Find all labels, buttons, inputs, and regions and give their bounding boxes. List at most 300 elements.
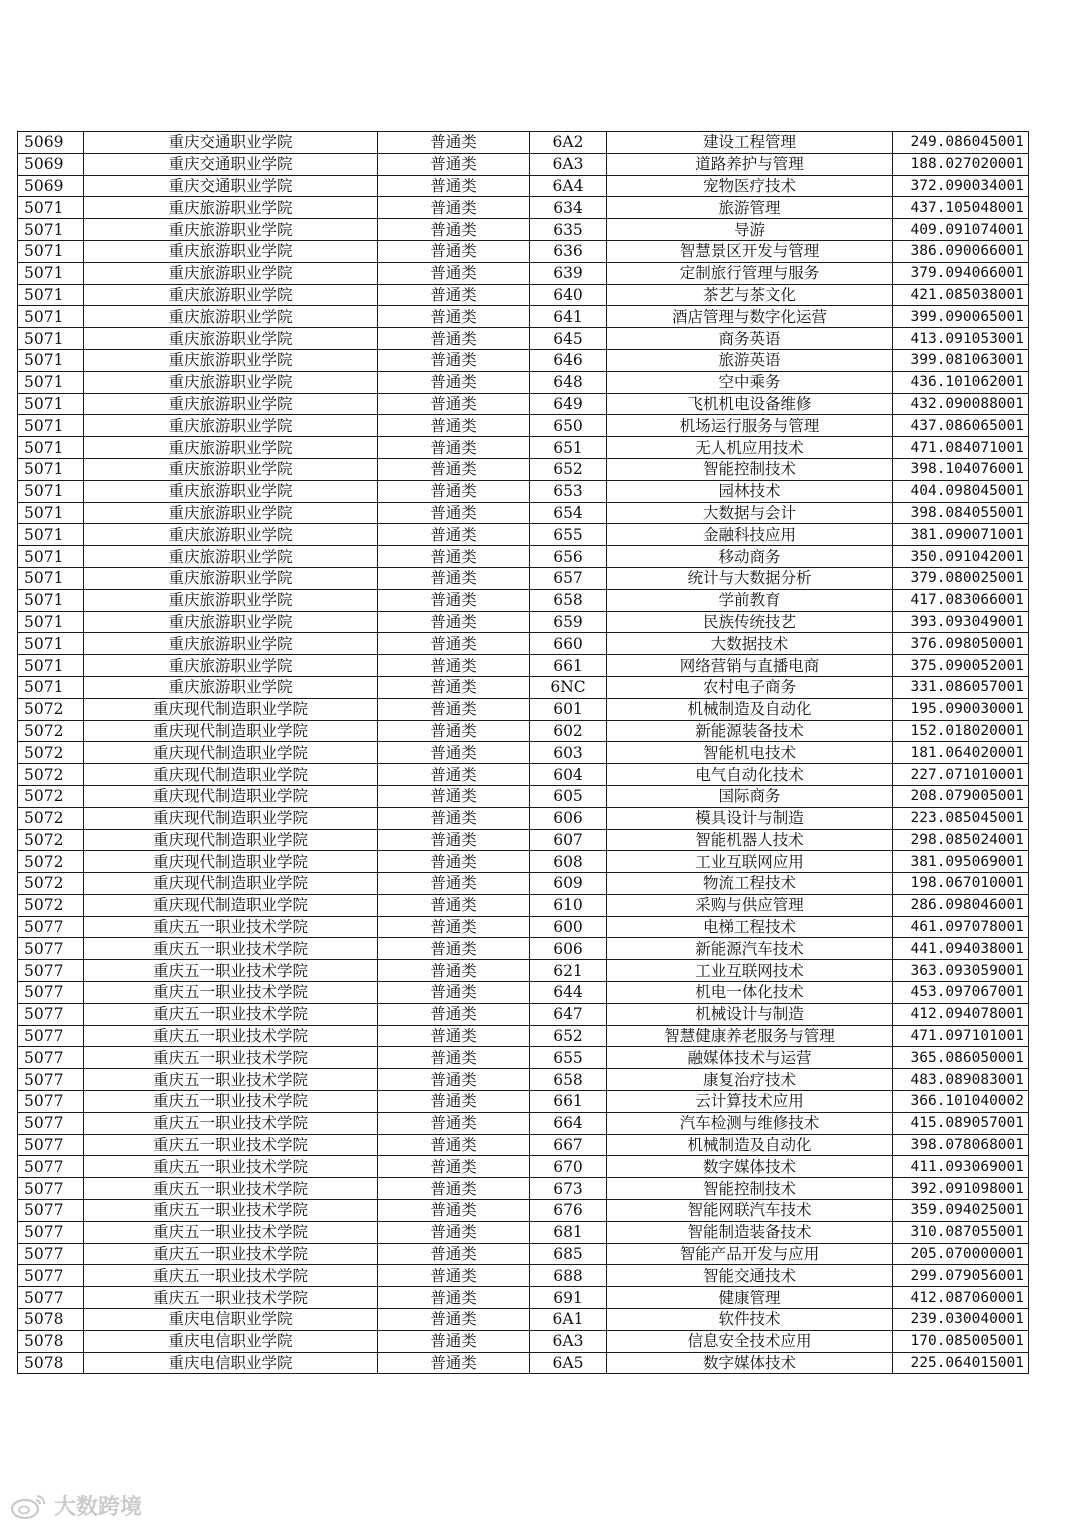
table-row bbox=[18, 785, 1029, 807]
major-code-cell: 600 bbox=[530, 916, 607, 938]
watermark bbox=[10, 1490, 142, 1521]
major-name-cell: 康复治疗技术 bbox=[607, 1069, 893, 1091]
school-name-cell: 重庆现代制造职业学院 bbox=[84, 742, 378, 764]
table-row bbox=[18, 764, 1029, 786]
school-name-cell: 重庆旅游职业学院 bbox=[84, 589, 378, 611]
school-code-cell: 5077 bbox=[18, 1200, 84, 1222]
school-name-cell: 重庆五一职业技术学院 bbox=[84, 1178, 378, 1200]
school-name-cell: 重庆交通职业学院 bbox=[84, 132, 378, 154]
major-name-cell: 软件技术 bbox=[607, 1309, 893, 1331]
category-cell: 普通类 bbox=[378, 219, 530, 241]
major-name-cell: 农村电子商务 bbox=[607, 676, 893, 698]
score-cell: 223.085045001 bbox=[893, 807, 1029, 829]
table-row bbox=[18, 349, 1029, 371]
category-cell: 普通类 bbox=[378, 742, 530, 764]
school-code-cell: 5071 bbox=[18, 415, 84, 437]
major-code-cell: 661 bbox=[530, 1091, 607, 1113]
category-cell: 普通类 bbox=[378, 938, 530, 960]
major-code-cell: 641 bbox=[530, 306, 607, 328]
major-name-cell: 大数据技术 bbox=[607, 633, 893, 655]
school-code-cell: 5077 bbox=[18, 1156, 84, 1178]
category-cell: 普通类 bbox=[378, 437, 530, 459]
school-name-cell: 重庆现代制造职业学院 bbox=[84, 894, 378, 916]
school-name-cell: 重庆五一职业技术学院 bbox=[84, 1091, 378, 1113]
school-name-cell: 重庆五一职业技术学院 bbox=[84, 1221, 378, 1243]
major-name-cell: 工业互联网应用 bbox=[607, 851, 893, 873]
school-name-cell: 重庆旅游职业学院 bbox=[84, 393, 378, 415]
score-cell: 366.101040002 bbox=[893, 1091, 1029, 1113]
category-cell: 普通类 bbox=[378, 1221, 530, 1243]
major-name-cell: 网络营销与直播电商 bbox=[607, 655, 893, 677]
school-code-cell: 5069 bbox=[18, 132, 84, 154]
school-code-cell: 5071 bbox=[18, 197, 84, 219]
table-row bbox=[18, 1134, 1029, 1156]
score-cell: 471.097101001 bbox=[893, 1025, 1029, 1047]
major-code-cell: 6A1 bbox=[530, 1309, 607, 1331]
major-name-cell: 新能源装备技术 bbox=[607, 720, 893, 742]
category-cell: 普通类 bbox=[378, 262, 530, 284]
major-code-cell: 661 bbox=[530, 655, 607, 677]
major-code-cell: 673 bbox=[530, 1178, 607, 1200]
school-name-cell: 重庆五一职业技术学院 bbox=[84, 1265, 378, 1287]
score-cell: 399.081063001 bbox=[893, 349, 1029, 371]
major-name-cell: 建设工程管理 bbox=[607, 132, 893, 154]
major-code-cell: 652 bbox=[530, 1025, 607, 1047]
major-name-cell: 智慧健康养老服务与管理 bbox=[607, 1025, 893, 1047]
major-code-cell: 656 bbox=[530, 546, 607, 568]
school-name-cell: 重庆电信职业学院 bbox=[84, 1352, 378, 1374]
table-row bbox=[18, 916, 1029, 938]
category-cell: 普通类 bbox=[378, 764, 530, 786]
score-cell: 181.064020001 bbox=[893, 742, 1029, 764]
school-name-cell: 重庆五一职业技术学院 bbox=[84, 1003, 378, 1025]
major-name-cell: 空中乘务 bbox=[607, 371, 893, 393]
score-cell: 227.071010001 bbox=[893, 764, 1029, 786]
school-name-cell: 重庆五一职业技术学院 bbox=[84, 1134, 378, 1156]
table-row bbox=[18, 655, 1029, 677]
score-cell: 249.086045001 bbox=[893, 132, 1029, 154]
category-cell: 普通类 bbox=[378, 1091, 530, 1113]
admission-table bbox=[17, 131, 1029, 1374]
score-cell: 421.085038001 bbox=[893, 284, 1029, 306]
major-name-cell: 融媒体技术与运营 bbox=[607, 1047, 893, 1069]
school-code-cell: 5077 bbox=[18, 1047, 84, 1069]
school-code-cell: 5078 bbox=[18, 1330, 84, 1352]
category-cell: 普通类 bbox=[378, 1069, 530, 1091]
category-cell: 普通类 bbox=[378, 720, 530, 742]
major-name-cell: 机械制造及自动化 bbox=[607, 698, 893, 720]
school-name-cell: 重庆旅游职业学院 bbox=[84, 546, 378, 568]
school-code-cell: 5078 bbox=[18, 1352, 84, 1374]
major-code-cell: 601 bbox=[530, 698, 607, 720]
school-name-cell: 重庆五一职业技术学院 bbox=[84, 916, 378, 938]
school-code-cell: 5077 bbox=[18, 1091, 84, 1113]
major-name-cell: 信息安全技术应用 bbox=[607, 1330, 893, 1352]
score-cell: 393.093049001 bbox=[893, 611, 1029, 633]
category-cell: 普通类 bbox=[378, 960, 530, 982]
school-name-cell: 重庆交通职业学院 bbox=[84, 175, 378, 197]
school-name-cell: 重庆现代制造职业学院 bbox=[84, 698, 378, 720]
category-cell: 普通类 bbox=[378, 589, 530, 611]
score-cell: 310.087055001 bbox=[893, 1221, 1029, 1243]
major-code-cell: 603 bbox=[530, 742, 607, 764]
table-row bbox=[18, 306, 1029, 328]
major-name-cell: 学前教育 bbox=[607, 589, 893, 611]
category-cell: 普通类 bbox=[378, 982, 530, 1004]
score-cell: 350.091042001 bbox=[893, 546, 1029, 568]
major-name-cell: 旅游管理 bbox=[607, 197, 893, 219]
category-cell: 普通类 bbox=[378, 1265, 530, 1287]
major-name-cell: 汽车检测与维修技术 bbox=[607, 1112, 893, 1134]
category-cell: 普通类 bbox=[378, 829, 530, 851]
school-name-cell: 重庆现代制造职业学院 bbox=[84, 873, 378, 895]
major-code-cell: 6A3 bbox=[530, 153, 607, 175]
table-row bbox=[18, 1091, 1029, 1113]
category-cell: 普通类 bbox=[378, 676, 530, 698]
school-name-cell: 重庆五一职业技术学院 bbox=[84, 938, 378, 960]
school-name-cell: 重庆旅游职业学院 bbox=[84, 676, 378, 698]
school-code-cell: 5077 bbox=[18, 1243, 84, 1265]
school-name-cell: 重庆旅游职业学院 bbox=[84, 437, 378, 459]
score-cell: 413.091053001 bbox=[893, 328, 1029, 350]
table-row bbox=[18, 458, 1029, 480]
school-code-cell: 5077 bbox=[18, 1221, 84, 1243]
table-row bbox=[18, 240, 1029, 262]
table-row bbox=[18, 1069, 1029, 1091]
category-cell: 普通类 bbox=[378, 1178, 530, 1200]
category-cell: 普通类 bbox=[378, 1134, 530, 1156]
score-cell: 386.090066001 bbox=[893, 240, 1029, 262]
major-code-cell: 685 bbox=[530, 1243, 607, 1265]
score-cell: 411.093069001 bbox=[893, 1156, 1029, 1178]
major-name-cell: 智能机电技术 bbox=[607, 742, 893, 764]
score-cell: 398.104076001 bbox=[893, 458, 1029, 480]
table-row bbox=[18, 1047, 1029, 1069]
school-name-cell: 重庆旅游职业学院 bbox=[84, 633, 378, 655]
major-code-cell: 621 bbox=[530, 960, 607, 982]
table-row bbox=[18, 1156, 1029, 1178]
category-cell: 普通类 bbox=[378, 306, 530, 328]
table-row bbox=[18, 546, 1029, 568]
category-cell: 普通类 bbox=[378, 371, 530, 393]
table-row bbox=[18, 1243, 1029, 1265]
score-cell: 239.030040001 bbox=[893, 1309, 1029, 1331]
school-code-cell: 5072 bbox=[18, 698, 84, 720]
category-cell: 普通类 bbox=[378, 698, 530, 720]
school-code-cell: 5069 bbox=[18, 153, 84, 175]
major-code-cell: 648 bbox=[530, 371, 607, 393]
score-cell: 392.091098001 bbox=[893, 1178, 1029, 1200]
school-code-cell: 5077 bbox=[18, 1112, 84, 1134]
school-code-cell: 5077 bbox=[18, 982, 84, 1004]
major-code-cell: 645 bbox=[530, 328, 607, 350]
category-cell: 普通类 bbox=[378, 1003, 530, 1025]
category-cell: 普通类 bbox=[378, 851, 530, 873]
score-cell: 432.090088001 bbox=[893, 393, 1029, 415]
school-name-cell: 重庆五一职业技术学院 bbox=[84, 1069, 378, 1091]
school-name-cell: 重庆旅游职业学院 bbox=[84, 371, 378, 393]
school-name-cell: 重庆旅游职业学院 bbox=[84, 655, 378, 677]
score-cell: 417.083066001 bbox=[893, 589, 1029, 611]
category-cell: 普通类 bbox=[378, 132, 530, 154]
weibo-logo-icon bbox=[10, 1492, 48, 1520]
school-name-cell: 重庆五一职业技术学院 bbox=[84, 1156, 378, 1178]
score-cell: 372.090034001 bbox=[893, 175, 1029, 197]
school-name-cell: 重庆旅游职业学院 bbox=[84, 219, 378, 241]
school-name-cell: 重庆五一职业技术学院 bbox=[84, 1200, 378, 1222]
major-name-cell: 定制旅行管理与服务 bbox=[607, 262, 893, 284]
major-code-cell: 676 bbox=[530, 1200, 607, 1222]
major-code-cell: 660 bbox=[530, 633, 607, 655]
major-code-cell: 607 bbox=[530, 829, 607, 851]
major-name-cell: 健康管理 bbox=[607, 1287, 893, 1309]
school-code-cell: 5071 bbox=[18, 611, 84, 633]
school-name-cell: 重庆现代制造职业学院 bbox=[84, 851, 378, 873]
table-row bbox=[18, 1265, 1029, 1287]
major-code-cell: 606 bbox=[530, 807, 607, 829]
category-cell: 普通类 bbox=[378, 284, 530, 306]
major-name-cell: 模具设计与制造 bbox=[607, 807, 893, 829]
major-code-cell: 653 bbox=[530, 480, 607, 502]
score-cell: 376.098050001 bbox=[893, 633, 1029, 655]
school-code-cell: 5071 bbox=[18, 437, 84, 459]
score-cell: 441.094038001 bbox=[893, 938, 1029, 960]
category-cell: 普通类 bbox=[378, 240, 530, 262]
school-code-cell: 5071 bbox=[18, 546, 84, 568]
score-cell: 363.093059001 bbox=[893, 960, 1029, 982]
major-name-cell: 智能产品开发与应用 bbox=[607, 1243, 893, 1265]
school-name-cell: 重庆现代制造职业学院 bbox=[84, 720, 378, 742]
category-cell: 普通类 bbox=[378, 655, 530, 677]
category-cell: 普通类 bbox=[378, 1330, 530, 1352]
table-row bbox=[18, 415, 1029, 437]
table-row bbox=[18, 829, 1029, 851]
major-name-cell: 统计与大数据分析 bbox=[607, 567, 893, 589]
school-name-cell: 重庆五一职业技术学院 bbox=[84, 1112, 378, 1134]
major-code-cell: 609 bbox=[530, 873, 607, 895]
table-row bbox=[18, 698, 1029, 720]
school-name-cell: 重庆五一职业技术学院 bbox=[84, 1243, 378, 1265]
major-code-cell: 688 bbox=[530, 1265, 607, 1287]
major-code-cell: 654 bbox=[530, 502, 607, 524]
major-name-cell: 数字媒体技术 bbox=[607, 1156, 893, 1178]
category-cell: 普通类 bbox=[378, 567, 530, 589]
major-name-cell: 智能控制技术 bbox=[607, 1178, 893, 1200]
category-cell: 普通类 bbox=[378, 1112, 530, 1134]
school-name-cell: 重庆交通职业学院 bbox=[84, 153, 378, 175]
table-row bbox=[18, 524, 1029, 546]
school-name-cell: 重庆五一职业技术学院 bbox=[84, 960, 378, 982]
score-cell: 170.085005001 bbox=[893, 1330, 1029, 1352]
table-row bbox=[18, 1025, 1029, 1047]
school-code-cell: 5071 bbox=[18, 589, 84, 611]
school-name-cell: 重庆现代制造职业学院 bbox=[84, 829, 378, 851]
major-code-cell: 6A2 bbox=[530, 132, 607, 154]
score-cell: 415.089057001 bbox=[893, 1112, 1029, 1134]
score-cell: 198.067010001 bbox=[893, 873, 1029, 895]
school-code-cell: 5071 bbox=[18, 328, 84, 350]
major-name-cell: 旅游英语 bbox=[607, 349, 893, 371]
school-code-cell: 5072 bbox=[18, 785, 84, 807]
major-code-cell: 6NC bbox=[530, 676, 607, 698]
major-code-cell: 691 bbox=[530, 1287, 607, 1309]
major-name-cell: 物流工程技术 bbox=[607, 873, 893, 895]
table-row bbox=[18, 851, 1029, 873]
table-row bbox=[18, 437, 1029, 459]
score-cell: 437.086065001 bbox=[893, 415, 1029, 437]
score-cell: 453.097067001 bbox=[893, 982, 1029, 1004]
major-code-cell: 6A5 bbox=[530, 1352, 607, 1374]
major-code-cell: 605 bbox=[530, 785, 607, 807]
major-code-cell: 667 bbox=[530, 1134, 607, 1156]
score-cell: 379.080025001 bbox=[893, 567, 1029, 589]
table-row bbox=[18, 502, 1029, 524]
school-code-cell: 5072 bbox=[18, 829, 84, 851]
school-code-cell: 5071 bbox=[18, 240, 84, 262]
school-code-cell: 5072 bbox=[18, 807, 84, 829]
table-row bbox=[18, 197, 1029, 219]
major-code-cell: 659 bbox=[530, 611, 607, 633]
school-code-cell: 5072 bbox=[18, 764, 84, 786]
school-code-cell: 5071 bbox=[18, 306, 84, 328]
score-cell: 299.079056001 bbox=[893, 1265, 1029, 1287]
category-cell: 普通类 bbox=[378, 458, 530, 480]
category-cell: 普通类 bbox=[378, 546, 530, 568]
school-code-cell: 5071 bbox=[18, 480, 84, 502]
major-code-cell: 651 bbox=[530, 437, 607, 459]
school-name-cell: 重庆旅游职业学院 bbox=[84, 306, 378, 328]
table-row bbox=[18, 284, 1029, 306]
major-name-cell: 数字媒体技术 bbox=[607, 1352, 893, 1374]
table-row bbox=[18, 1287, 1029, 1309]
watermark-text: 大数跨境 bbox=[54, 1495, 143, 1520]
major-name-cell: 智能控制技术 bbox=[607, 458, 893, 480]
category-cell: 普通类 bbox=[378, 393, 530, 415]
major-name-cell: 机场运行服务与管理 bbox=[607, 415, 893, 437]
table-row bbox=[18, 1221, 1029, 1243]
school-name-cell: 重庆旅游职业学院 bbox=[84, 567, 378, 589]
category-cell: 普通类 bbox=[378, 807, 530, 829]
major-code-cell: 664 bbox=[530, 1112, 607, 1134]
major-name-cell: 智慧景区开发与管理 bbox=[607, 240, 893, 262]
score-cell: 398.084055001 bbox=[893, 502, 1029, 524]
major-code-cell: 644 bbox=[530, 982, 607, 1004]
category-cell: 普通类 bbox=[378, 328, 530, 350]
category-cell: 普通类 bbox=[378, 873, 530, 895]
table-row bbox=[18, 132, 1029, 154]
score-cell: 379.094066001 bbox=[893, 262, 1029, 284]
major-name-cell: 机械制造及自动化 bbox=[607, 1134, 893, 1156]
major-name-cell: 金融科技应用 bbox=[607, 524, 893, 546]
school-code-cell: 5071 bbox=[18, 262, 84, 284]
school-code-cell: 5077 bbox=[18, 916, 84, 938]
school-name-cell: 重庆旅游职业学院 bbox=[84, 349, 378, 371]
school-code-cell: 5071 bbox=[18, 393, 84, 415]
table-row bbox=[18, 1178, 1029, 1200]
category-cell: 普通类 bbox=[378, 1243, 530, 1265]
category-cell: 普通类 bbox=[378, 1309, 530, 1331]
school-code-cell: 5071 bbox=[18, 633, 84, 655]
school-name-cell: 重庆旅游职业学院 bbox=[84, 328, 378, 350]
score-cell: 195.090030001 bbox=[893, 698, 1029, 720]
table-row bbox=[18, 219, 1029, 241]
school-code-cell: 5077 bbox=[18, 1003, 84, 1025]
table-row bbox=[18, 1330, 1029, 1352]
school-name-cell: 重庆现代制造职业学院 bbox=[84, 764, 378, 786]
school-code-cell: 5071 bbox=[18, 524, 84, 546]
score-cell: 461.097078001 bbox=[893, 916, 1029, 938]
table-row bbox=[18, 175, 1029, 197]
major-name-cell: 机电一体化技术 bbox=[607, 982, 893, 1004]
school-code-cell: 5078 bbox=[18, 1309, 84, 1331]
major-code-cell: 652 bbox=[530, 458, 607, 480]
major-name-cell: 大数据与会计 bbox=[607, 502, 893, 524]
school-code-cell: 5072 bbox=[18, 720, 84, 742]
table-row bbox=[18, 589, 1029, 611]
major-name-cell: 工业互联网技术 bbox=[607, 960, 893, 982]
school-name-cell: 重庆旅游职业学院 bbox=[84, 197, 378, 219]
major-name-cell: 电梯工程技术 bbox=[607, 916, 893, 938]
school-name-cell: 重庆五一职业技术学院 bbox=[84, 1025, 378, 1047]
category-cell: 普通类 bbox=[378, 480, 530, 502]
table-row bbox=[18, 371, 1029, 393]
score-cell: 381.090071001 bbox=[893, 524, 1029, 546]
table-row bbox=[18, 262, 1029, 284]
table-row bbox=[18, 1200, 1029, 1222]
major-code-cell: 6A4 bbox=[530, 175, 607, 197]
table-row bbox=[18, 1352, 1029, 1374]
school-code-cell: 5071 bbox=[18, 567, 84, 589]
score-cell: 471.084071001 bbox=[893, 437, 1029, 459]
score-cell: 483.089083001 bbox=[893, 1069, 1029, 1091]
major-name-cell: 无人机应用技术 bbox=[607, 437, 893, 459]
category-cell: 普通类 bbox=[378, 611, 530, 633]
table-row bbox=[18, 742, 1029, 764]
major-code-cell: 650 bbox=[530, 415, 607, 437]
category-cell: 普通类 bbox=[378, 175, 530, 197]
major-name-cell: 机械设计与制造 bbox=[607, 1003, 893, 1025]
major-code-cell: 670 bbox=[530, 1156, 607, 1178]
major-name-cell: 国际商务 bbox=[607, 785, 893, 807]
school-code-cell: 5077 bbox=[18, 1287, 84, 1309]
score-cell: 225.064015001 bbox=[893, 1352, 1029, 1374]
school-name-cell: 重庆旅游职业学院 bbox=[84, 415, 378, 437]
school-code-cell: 5071 bbox=[18, 371, 84, 393]
school-name-cell: 重庆旅游职业学院 bbox=[84, 502, 378, 524]
school-name-cell: 重庆旅游职业学院 bbox=[84, 480, 378, 502]
score-cell: 412.094078001 bbox=[893, 1003, 1029, 1025]
school-name-cell: 重庆现代制造职业学院 bbox=[84, 785, 378, 807]
major-code-cell: 606 bbox=[530, 938, 607, 960]
score-cell: 436.101062001 bbox=[893, 371, 1029, 393]
score-cell: 398.078068001 bbox=[893, 1134, 1029, 1156]
score-cell: 331.086057001 bbox=[893, 676, 1029, 698]
school-code-cell: 5077 bbox=[18, 1178, 84, 1200]
table-row bbox=[18, 393, 1029, 415]
major-code-cell: 658 bbox=[530, 589, 607, 611]
school-code-cell: 5072 bbox=[18, 851, 84, 873]
major-code-cell: 640 bbox=[530, 284, 607, 306]
table-row bbox=[18, 153, 1029, 175]
table-body bbox=[18, 132, 1029, 1374]
score-cell: 359.094025001 bbox=[893, 1200, 1029, 1222]
score-cell: 409.091074001 bbox=[893, 219, 1029, 241]
major-code-cell: 639 bbox=[530, 262, 607, 284]
major-code-cell: 604 bbox=[530, 764, 607, 786]
school-name-cell: 重庆旅游职业学院 bbox=[84, 240, 378, 262]
school-code-cell: 5069 bbox=[18, 175, 84, 197]
major-name-cell: 电气自动化技术 bbox=[607, 764, 893, 786]
